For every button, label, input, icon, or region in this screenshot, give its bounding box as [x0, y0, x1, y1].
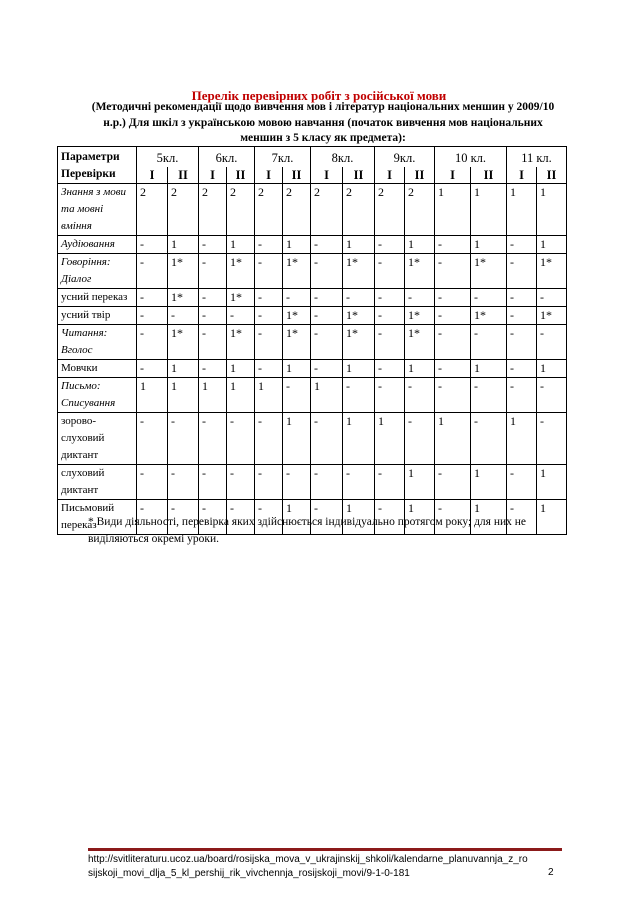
- table-cell: 1: [537, 500, 567, 535]
- table-row: [58, 289, 567, 307]
- table-cell: -: [137, 360, 168, 378]
- table-cell: -: [537, 413, 567, 465]
- semester-header: II: [471, 167, 507, 184]
- table-cell: 1*: [471, 254, 507, 289]
- table-cell: 1: [283, 413, 311, 465]
- table-cell: 1*: [168, 289, 199, 307]
- table-cell: 1*: [537, 254, 567, 289]
- table-cell: 1: [343, 236, 375, 254]
- footer-divider: [88, 848, 562, 851]
- table-cell: -: [168, 500, 199, 535]
- table-cell: -: [375, 465, 405, 500]
- table-cell: -: [507, 360, 537, 378]
- semester-header: I: [507, 167, 537, 184]
- table-cell: 1: [471, 500, 507, 535]
- table-cell: 2: [375, 184, 405, 236]
- table-cell: -: [199, 289, 227, 307]
- table-cell: 1: [283, 500, 311, 535]
- table-cell: 1: [537, 236, 567, 254]
- table-row: [58, 236, 567, 254]
- table-cell: -: [137, 465, 168, 500]
- semester-header: I: [311, 167, 343, 184]
- table-cell: -: [255, 413, 283, 465]
- table-cell: -: [435, 325, 471, 360]
- table-cell: 2: [311, 184, 343, 236]
- table-cell: -: [227, 413, 255, 465]
- table-cell: 1: [255, 378, 283, 413]
- document-title: Перелік перевірних робіт з російської мови: [191, 88, 447, 103]
- table-cell: -: [343, 465, 375, 500]
- table-cell: 1: [405, 236, 435, 254]
- table-cell: -: [375, 360, 405, 378]
- table-cell: 1: [168, 378, 199, 413]
- table-cell: 1: [471, 184, 507, 236]
- table-cell: 1: [227, 378, 255, 413]
- table-cell: 1: [168, 236, 199, 254]
- table-cell: 1: [405, 500, 435, 535]
- semester-header: I: [435, 167, 471, 184]
- table-cell: -: [537, 378, 567, 413]
- table-cell: -: [507, 307, 537, 325]
- table-cell: 1: [227, 236, 255, 254]
- table-cell: -: [255, 325, 283, 360]
- table-cell: -: [507, 465, 537, 500]
- table-cell: -: [537, 325, 567, 360]
- table-cell: 1*: [283, 325, 311, 360]
- row-label: Письмовий переказ: [58, 500, 137, 535]
- table-cell: -: [255, 360, 283, 378]
- table-cell: -: [471, 413, 507, 465]
- row-label: Читання: Вголос: [58, 325, 137, 360]
- table-row: [58, 465, 567, 500]
- table-cell: 1*: [227, 325, 255, 360]
- table-cell: 1: [537, 184, 567, 236]
- table-cell: -: [168, 465, 199, 500]
- semester-header: II: [168, 167, 199, 184]
- table-cell: -: [168, 413, 199, 465]
- table-cell: 1*: [405, 325, 435, 360]
- table-cell: 1*: [471, 307, 507, 325]
- row-label: Аудіювання: [58, 236, 137, 254]
- table-cell: 1*: [227, 254, 255, 289]
- table-cell: 1*: [168, 254, 199, 289]
- table-cell: -: [405, 378, 435, 413]
- table-cell: -: [375, 289, 405, 307]
- table-cell: -: [537, 289, 567, 307]
- table-cell: -: [343, 289, 375, 307]
- table-cell: -: [311, 500, 343, 535]
- table-cell: 1: [199, 378, 227, 413]
- table-cell: 2: [227, 184, 255, 236]
- table-cell: -: [375, 307, 405, 325]
- table-cell: -: [137, 254, 168, 289]
- table-cell: -: [311, 254, 343, 289]
- grade-header: 8кл.: [311, 147, 375, 167]
- row-label: усний твір: [58, 307, 137, 325]
- table-cell: -: [435, 236, 471, 254]
- grade-header: 11 кл.: [507, 147, 567, 167]
- table-cell: -: [137, 289, 168, 307]
- table-row: [58, 413, 567, 465]
- row-label: Говоріння: Діалог: [58, 254, 137, 289]
- table-cell: -: [435, 500, 471, 535]
- table-cell: -: [283, 465, 311, 500]
- table-cell: -: [471, 378, 507, 413]
- semester-header: II: [537, 167, 567, 184]
- table-cell: -: [507, 254, 537, 289]
- table-cell: -: [311, 307, 343, 325]
- table-cell: 1: [343, 360, 375, 378]
- table-cell: -: [283, 289, 311, 307]
- table-cell: 1: [283, 236, 311, 254]
- row-label: слуховий диктант: [58, 465, 137, 500]
- table-cell: -: [435, 360, 471, 378]
- table-cell: 1*: [168, 325, 199, 360]
- table-cell: -: [199, 360, 227, 378]
- table-cell: -: [311, 289, 343, 307]
- table-cell: -: [375, 325, 405, 360]
- semester-header: II: [405, 167, 435, 184]
- grade-header: 6кл.: [199, 147, 255, 167]
- table-cell: 1: [168, 360, 199, 378]
- table-cell: -: [375, 500, 405, 535]
- table-cell: 1: [507, 184, 537, 236]
- table-cell: -: [199, 465, 227, 500]
- table-cell: 1: [311, 378, 343, 413]
- semester-header: II: [283, 167, 311, 184]
- page-number: 2: [548, 867, 554, 878]
- table-cell: -: [311, 465, 343, 500]
- table-cell: -: [405, 413, 435, 465]
- table-cell: -: [199, 254, 227, 289]
- table-cell: -: [507, 236, 537, 254]
- footnote: * Види діяльності, перевірка яких здійснюється індивідуально протягом року; для них не виділяються окремі уроки.: [88, 516, 527, 545]
- table-cell: 1: [343, 500, 375, 535]
- table-cell: -: [199, 325, 227, 360]
- table-cell: 1*: [343, 325, 375, 360]
- grade-header: 10 кл.: [435, 147, 507, 167]
- table-cell: -: [137, 413, 168, 465]
- table-cell: -: [255, 500, 283, 535]
- table-cell: -: [375, 236, 405, 254]
- table-cell: -: [199, 236, 227, 254]
- table-cell: -: [435, 289, 471, 307]
- table-cell: -: [255, 307, 283, 325]
- table-cell: -: [137, 325, 168, 360]
- table-cell: -: [137, 236, 168, 254]
- table-cell: -: [227, 465, 255, 500]
- table-cell: -: [507, 378, 537, 413]
- param-header: Параметри Перевірки: [58, 147, 137, 184]
- table-cell: -: [255, 465, 283, 500]
- table-cell: -: [311, 236, 343, 254]
- table-cell: 1*: [283, 307, 311, 325]
- table-row: [58, 307, 567, 325]
- table-cell: -: [471, 325, 507, 360]
- table-cell: -: [471, 289, 507, 307]
- grade-header: 5кл.: [137, 147, 199, 167]
- table-cell: 1: [283, 360, 311, 378]
- table-cell: 1: [137, 378, 168, 413]
- table-cell: -: [375, 378, 405, 413]
- table-cell: -: [199, 307, 227, 325]
- table-cell: 1: [471, 465, 507, 500]
- grade-header: 9кл.: [375, 147, 435, 167]
- table-cell: 2: [168, 184, 199, 236]
- table-cell: -: [311, 413, 343, 465]
- table-cell: -: [405, 289, 435, 307]
- row-label: зорово-слуховий диктант: [58, 413, 137, 465]
- table-cell: -: [507, 500, 537, 535]
- table-cell: -: [255, 236, 283, 254]
- table-cell: -: [227, 500, 255, 535]
- table-cell: -: [435, 307, 471, 325]
- table-cell: 2: [283, 184, 311, 236]
- table-row: [58, 254, 567, 289]
- table-cell: 1*: [405, 307, 435, 325]
- semester-header: I: [137, 167, 168, 184]
- footer-link[interactable]: http://svitliteraturu.ucoz.ua/board/rosijska_mova_v_ukrajinskij_shkoli/kalendarne_planuvannja_z_rosijskoji_movi_dlja_5_kl_pershij_rik_vivchennja_rosijskoji_movi/9-1-0-181: [88, 854, 528, 879]
- table-cell: -: [227, 307, 255, 325]
- semester-header: I: [199, 167, 227, 184]
- semester-header: II: [227, 167, 255, 184]
- table-cell: 1: [537, 360, 567, 378]
- table-cell: 2: [255, 184, 283, 236]
- table-cell: -: [375, 254, 405, 289]
- table-cell: 1: [435, 184, 471, 236]
- row-label: Мовчки: [58, 360, 137, 378]
- table-cell: 1*: [405, 254, 435, 289]
- assessment-table: [57, 146, 567, 535]
- semester-header: II: [343, 167, 375, 184]
- table-cell: -: [311, 360, 343, 378]
- table-cell: 1: [375, 413, 405, 465]
- table-cell: 1*: [537, 307, 567, 325]
- row-label: Письмо: Списування: [58, 378, 137, 413]
- table-cell: 1*: [283, 254, 311, 289]
- table-cell: 1*: [227, 289, 255, 307]
- table-cell: -: [137, 307, 168, 325]
- table-cell: -: [507, 289, 537, 307]
- row-label: усний переказ: [58, 289, 137, 307]
- table-cell: -: [199, 500, 227, 535]
- semester-header: I: [255, 167, 283, 184]
- table-cell: -: [311, 325, 343, 360]
- row-label: Знання з мови та мовні вміння: [58, 184, 137, 236]
- table-cell: 2: [137, 184, 168, 236]
- table-cell: 1: [471, 360, 507, 378]
- table-cell: 1: [405, 465, 435, 500]
- table-row: [58, 360, 567, 378]
- table-cell: -: [168, 307, 199, 325]
- table-cell: -: [255, 289, 283, 307]
- table-row: [58, 184, 567, 236]
- table-cell: 1: [435, 413, 471, 465]
- table-cell: 2: [405, 184, 435, 236]
- table-cell: -: [435, 378, 471, 413]
- grade-header: 7кл.: [255, 147, 311, 167]
- semester-header: I: [375, 167, 405, 184]
- table-cell: 1: [405, 360, 435, 378]
- table-cell: -: [343, 378, 375, 413]
- table-cell: 1: [471, 236, 507, 254]
- table-row: [58, 378, 567, 413]
- table-cell: -: [435, 465, 471, 500]
- table-cell: 1: [343, 413, 375, 465]
- table-cell: 1: [227, 360, 255, 378]
- table-cell: 2: [343, 184, 375, 236]
- table-cell: 1*: [343, 254, 375, 289]
- table-cell: -: [199, 413, 227, 465]
- table-cell: -: [255, 254, 283, 289]
- table-cell: -: [283, 378, 311, 413]
- table-cell: 2: [199, 184, 227, 236]
- table-row: [58, 325, 567, 360]
- table-cell: 1: [507, 413, 537, 465]
- table-cell: 1*: [343, 307, 375, 325]
- table-cell: 1: [537, 465, 567, 500]
- document-subtitle: (Методичні рекомендації щодо вивчення мов і літератур національних меншин у 2009/10 н.р.) Для шкіл з українською мовою навчання (початок вивчення мов національних меншин з 5 класу як предмета):: [91, 101, 555, 144]
- table-cell: -: [435, 254, 471, 289]
- table-cell: -: [137, 500, 168, 535]
- grade-header-row: [58, 147, 567, 167]
- table-cell: -: [507, 325, 537, 360]
